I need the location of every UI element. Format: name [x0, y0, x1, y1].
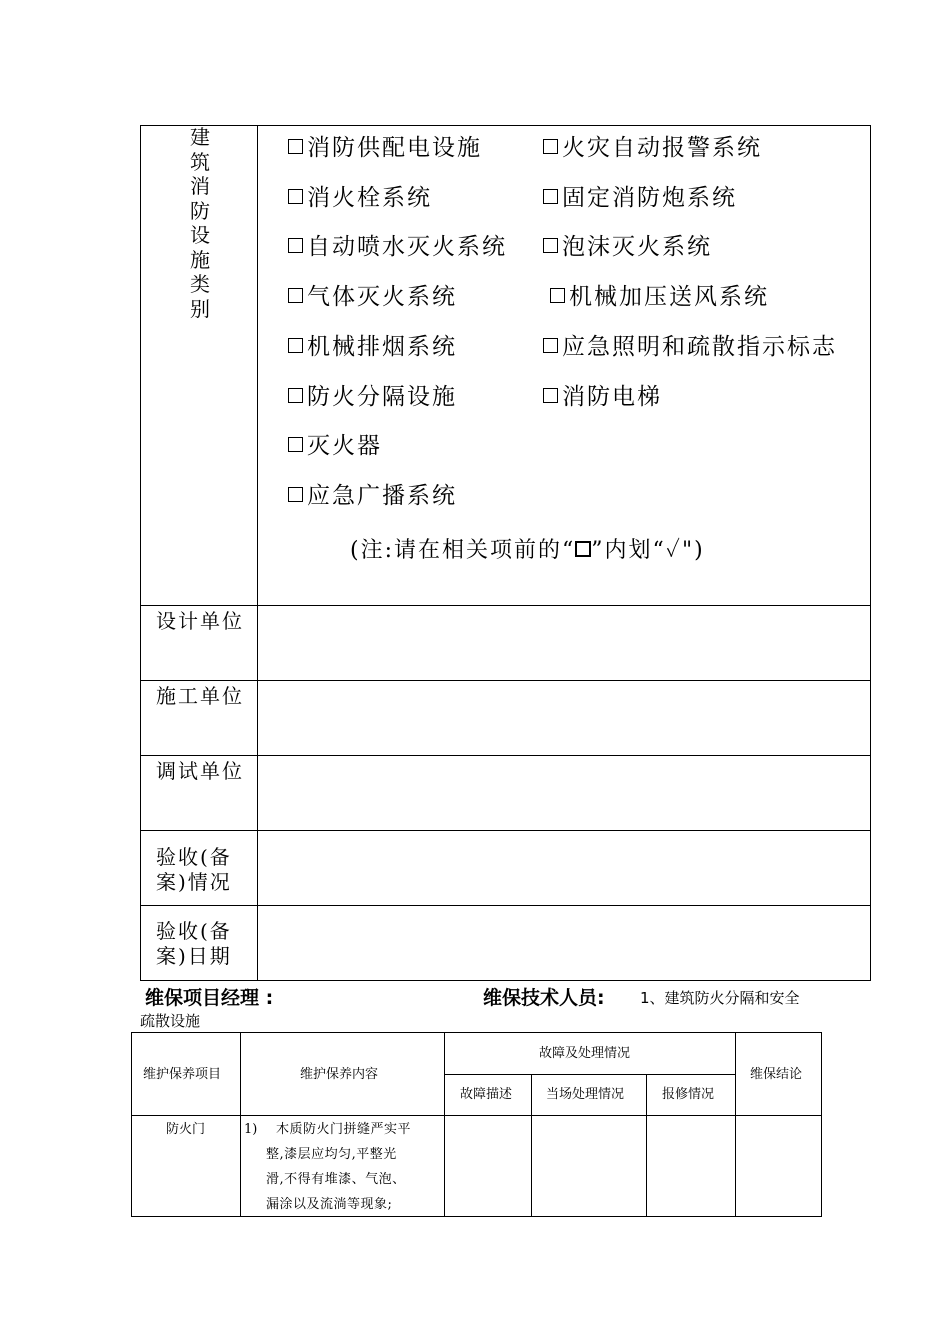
facility-option-label: 消火栓系统 — [307, 184, 432, 211]
header-repair: 报修情况 — [662, 1087, 715, 1102]
facility-option-label: 机械排烟系统 — [307, 333, 457, 360]
checkbox-icon[interactable] — [288, 388, 303, 403]
design-unit-label: 设计单位 — [156, 609, 244, 633]
construction-unit-label: 施工单位 — [156, 684, 244, 708]
facility-option-label: 火灾自动报警系统 — [562, 135, 762, 161]
label-column-divider — [257, 125, 258, 981]
checkbox-icon[interactable] — [288, 487, 303, 502]
content-line: 整,漆层应均匀,平整光 — [266, 1147, 397, 1162]
row-divider — [140, 830, 871, 831]
facility-option[interactable] — [543, 232, 712, 262]
checkbox-icon[interactable] — [288, 139, 303, 154]
instruction-note: (注:请在相关项前的“ ”内划“✓") — [350, 538, 705, 563]
facility-option-label: 消防电梯 — [562, 383, 662, 410]
facility-option-label: 灭火器 — [307, 433, 382, 460]
facility-option-label: 气体灭火系统 — [307, 284, 457, 311]
maint-table-frame — [131, 1032, 822, 1217]
facility-option-label: 机械加压送风系统 — [569, 284, 769, 311]
section-title-part2: 疏散设施 — [140, 1012, 201, 1030]
row-content-number: 1) — [244, 1122, 258, 1137]
facility-option-label: 自动喷水灭火系统 — [307, 234, 507, 261]
facility-option[interactable] — [543, 382, 662, 412]
acceptance-date-label: 验收(备 案)日期 — [156, 919, 232, 968]
content-line: 木质防火门拼缝严实平 — [276, 1122, 412, 1137]
header-fault-group: 故障及处理情况 — [539, 1046, 631, 1061]
facility-option[interactable] — [543, 183, 737, 213]
header-content: 维护保养内容 — [300, 1067, 379, 1082]
row-item-fire-door: 防火门 — [166, 1122, 206, 1137]
col-divider — [735, 1032, 736, 1216]
facility-form-table — [140, 125, 871, 981]
facility-option[interactable] — [288, 232, 507, 262]
facility-option[interactable] — [288, 382, 457, 412]
facility-option-label: 应急照明和疏散指示标志 — [562, 333, 837, 360]
facility-option[interactable] — [550, 282, 769, 312]
facility-option-label: 固定消防炮系统 — [562, 184, 737, 211]
facility-option[interactable] — [543, 332, 837, 362]
checkbox-icon[interactable] — [288, 238, 303, 253]
content-line: 滑,不得有堆漆、气泡、 — [266, 1172, 406, 1187]
facility-option[interactable] — [288, 431, 382, 461]
row-divider — [140, 905, 871, 906]
checkbox-icon[interactable] — [543, 238, 558, 253]
checkbox-icon[interactable] — [288, 288, 303, 303]
facility-option[interactable] — [288, 282, 457, 312]
content-line: 漏涂以及流淌等现象; — [266, 1197, 393, 1212]
row-divider — [140, 605, 871, 606]
header-fault-desc: 故障描述 — [460, 1087, 513, 1102]
checkmark-icon: ✓ — [665, 538, 682, 563]
facility-option-label: 防火分隔设施 — [307, 383, 457, 410]
checkbox-icon[interactable] — [543, 139, 558, 154]
checkbox-icon[interactable] — [288, 189, 303, 204]
facility-option[interactable] — [288, 183, 432, 213]
maintenance-table — [131, 1032, 821, 1216]
section-title-part1: 1、建筑防火分隔和安全 — [640, 989, 800, 1007]
acceptance-status-label: 验收(备 案)情况 — [156, 845, 232, 894]
checkbox-icon[interactable] — [543, 189, 558, 204]
row-divider — [140, 680, 871, 681]
project-manager-label: 维保项目经理 : — [145, 987, 274, 1009]
col-divider — [444, 1032, 445, 1216]
facility-option[interactable] — [543, 133, 762, 163]
col-divider — [240, 1032, 241, 1216]
category-label: 建筑消防设施类别 — [190, 125, 210, 321]
facility-option-label: 应急广播系统 — [307, 482, 457, 509]
technician-label: 维保技术人员: — [483, 987, 605, 1009]
header-conclusion: 维保结论 — [750, 1067, 803, 1082]
checkbox-icon[interactable] — [288, 437, 303, 452]
col-divider — [646, 1074, 647, 1216]
commissioning-unit-label: 调试单位 — [156, 759, 244, 783]
col-divider — [531, 1074, 532, 1216]
checkbox-icon[interactable] — [550, 288, 565, 303]
facility-option[interactable] — [288, 133, 482, 163]
checkbox-icon — [575, 541, 591, 557]
facility-option[interactable] — [288, 481, 457, 511]
checkbox-icon[interactable] — [543, 388, 558, 403]
row-divider — [140, 755, 871, 756]
header-onsite: 当场处理情况 — [546, 1087, 625, 1102]
header-row-divider — [131, 1115, 821, 1116]
checkbox-icon[interactable] — [288, 338, 303, 353]
facility-option-label: 消防供配电设施 — [307, 135, 482, 161]
facility-option[interactable] — [288, 332, 457, 362]
header-item: 维护保养项目 — [143, 1067, 222, 1082]
fault-subheader-divider — [444, 1074, 735, 1075]
checkbox-icon[interactable] — [543, 338, 558, 353]
facility-option-label: 泡沫灭火系统 — [562, 234, 712, 261]
